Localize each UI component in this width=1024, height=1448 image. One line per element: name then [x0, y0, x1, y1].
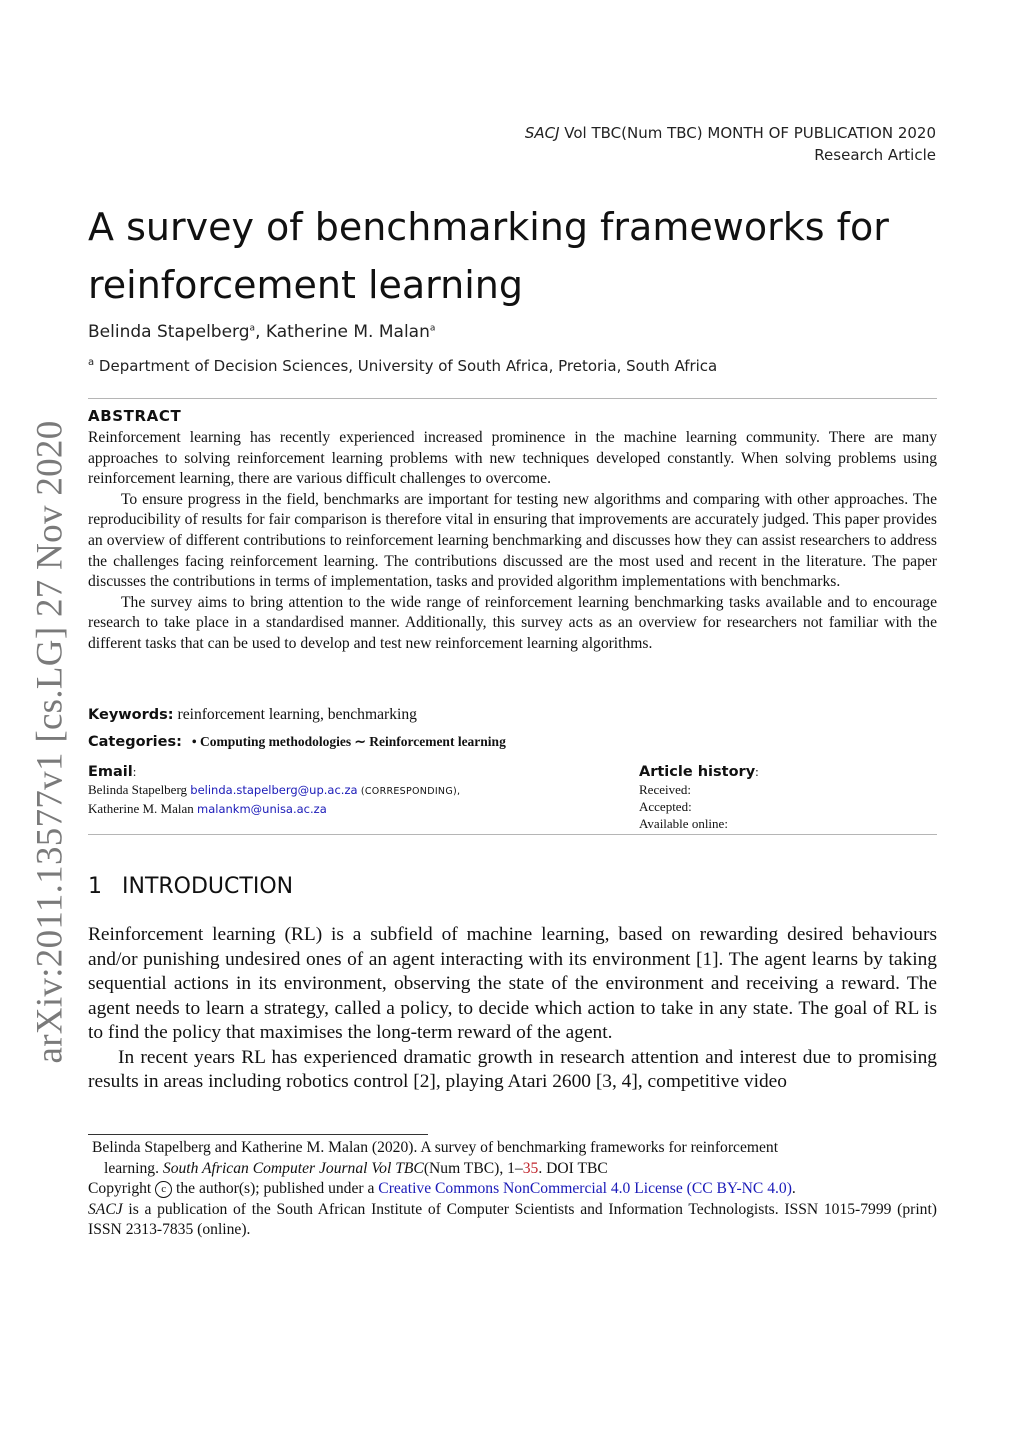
publisher-journal: SACJ	[88, 1200, 123, 1218]
author-name: Belinda Stapelberg	[88, 322, 250, 342]
journal-issue: Vol TBC(Num TBC) MONTH OF PUBLICATION 2020	[559, 124, 936, 142]
article-type: Research Article	[814, 146, 936, 164]
history-available: Available online:	[639, 816, 728, 831]
abstract-body	[88, 428, 937, 655]
keywords-label: Keywords:	[88, 707, 174, 723]
body-paragraph: Reinforcement learning (RL) is a subfield of machine learning, based on rewarding desired behaviours and/or punishing undesired ones of an agent interacting with its environment [1]. The agent learns by taking sequential actions in its environment, observing the state of the environment and receiving a reward. The agent needs to learn a strategy, called a policy, to decide which action to take in any state. The goal of RL is to find the policy that maximises the long-term reward of the agent.	[88, 924, 937, 1043]
copyright-icon: c	[155, 1181, 172, 1198]
author-name: Katherine M. Malan	[265, 322, 430, 342]
citation-journal: South African Computer Journal Vol TBC	[162, 1159, 424, 1177]
abstract-bottom-divider	[88, 834, 937, 835]
history-received: Received:	[639, 782, 691, 797]
affiliation-mark: a	[88, 357, 95, 368]
email-block: Email: Belinda Stapelberg belinda.stapelberg@up.ac.za (CORRESPONDING), Katherine M. Malan malankm@unisa.ac.za	[88, 764, 461, 816]
email-link[interactable]: belinda.stapelberg@up.ac.za	[190, 783, 358, 797]
email-note: (CORRESPONDING),	[357, 786, 461, 797]
arxiv-identifier-stamp: arXiv:2011.13577v1 [cs.LG] 27 Nov 2020	[29, 420, 71, 1064]
email-link[interactable]: malankm@unisa.ac.za	[197, 802, 327, 816]
affiliation-text: Department of Decision Sciences, University of South Africa, Pretoria, South Africa	[94, 357, 718, 375]
copyright-text: the author(s); published under a	[172, 1180, 379, 1198]
author-affiliation-mark: a	[429, 323, 436, 334]
citation-number: (Num TBC),	[423, 1159, 508, 1177]
author-affiliation-mark: a	[249, 323, 256, 334]
citation	[88, 1138, 937, 1179]
abstract-paragraph: To ensure progress in the field, benchmarks are important for testing new algorithms and comparing with other approaches. The reproducibility of results for fair comparison is therefore vital in ensuring that improvements are accurately judged. This paper provides an overview of different contributions to reinforcement learning benchmarking and discusses how they can assist researchers to address the challenges facing reinforcement learning. The contributions discussed are the most used and recent in the literature. The paper discusses the contributions in terms of implementation, tasks and provided algorithm implementations with benchmarks.	[88, 490, 937, 591]
citation-line: Belinda Stapelberg and Katherine M. Malan (2020). A survey of benchmarking frameworks for reinforcement	[92, 1139, 779, 1156]
citation-page-start: 1	[507, 1159, 515, 1177]
abstract-heading: ABSTRACT	[88, 407, 182, 425]
journal-name: SACJ	[524, 124, 560, 142]
section-number: 1	[88, 874, 102, 899]
abstract-paragraph: Reinforcement learning has recently experienced increased prominence in the machine learning community. There are many approaches to solving reinforcement learning problems with new techniques developed constantly. When solving problems using reinforcement learning, there are various difficult challenges to overcome.	[88, 429, 937, 488]
email-entry	[88, 781, 460, 800]
citation-page-end-link[interactable]: 35	[522, 1159, 539, 1177]
email-person: Belinda Stapelberg	[88, 782, 191, 797]
categories-label: Categories:	[88, 734, 182, 750]
license-link[interactable]: Creative Commons NonCommercial 4.0 License (CC BY-NC 4.0)	[378, 1180, 792, 1198]
abstract-top-divider	[88, 398, 937, 399]
section-heading	[88, 874, 293, 899]
section-title: INTRODUCTION	[122, 874, 294, 899]
citation-doi: . DOI TBC	[538, 1159, 608, 1177]
citation-text: learning.	[104, 1159, 163, 1177]
body-paragraph: In recent years RL has experienced dramatic growth in research attention and interest due to promising results in areas including robotics control [2], playing Atari 2600 [3, 4], competitive video	[88, 1046, 937, 1092]
publisher-text: is a publication of the South African Institute of Computer Scientists and Information Technologists. ISSN 1015-7999 (print) ISSN 2313-7835 (online).	[88, 1200, 937, 1239]
abstract-paragraph: The survey aims to bring attention to the wide range of reinforcement learning benchmarking tasks available and to encourage research to take place in a standardised manner. Additionally, this survey acts as an overview for researchers not familiar with the different tasks that can be used to develop and test new reinforcement learning algorithms.	[88, 593, 937, 652]
author-separator: ,	[255, 322, 266, 342]
categories-value: • Computing methodologies ∼ Reinforcement learning	[191, 734, 506, 749]
keywords	[88, 706, 417, 724]
email-label: Email	[88, 764, 133, 780]
history-label: Article history	[639, 764, 756, 780]
citation-footnote	[88, 1138, 937, 1241]
email-person: Katherine M. Malan	[88, 801, 198, 816]
copyright-prefix: Copyright	[88, 1180, 156, 1198]
journal-header	[525, 124, 936, 142]
categories	[88, 733, 506, 751]
email-entry	[88, 800, 460, 818]
citation-page-dash: –	[514, 1159, 523, 1177]
affiliation	[88, 357, 717, 375]
history-accepted: Accepted:	[639, 799, 692, 814]
keywords-value: reinforcement learning, benchmarking	[177, 706, 417, 723]
footnote-divider	[88, 1134, 428, 1135]
author-list	[88, 322, 435, 342]
copyright-line: Copyright c the author(s); published under a Creative Commons NonCommercial 4.0 License (CC BY-NC 4.0). SACJ is a publication of the South African Institute of Computer Scientists and Information Technologists. ISSN 1015-7999 (print) ISSN 2313-7835 (online).	[88, 1180, 937, 1239]
introduction-body	[88, 923, 937, 1095]
article-history: Article history: Received: Accepted: Available online:	[639, 764, 759, 831]
paper-title: A survey of benchmarking frameworks for reinforcement learning	[88, 205, 889, 307]
